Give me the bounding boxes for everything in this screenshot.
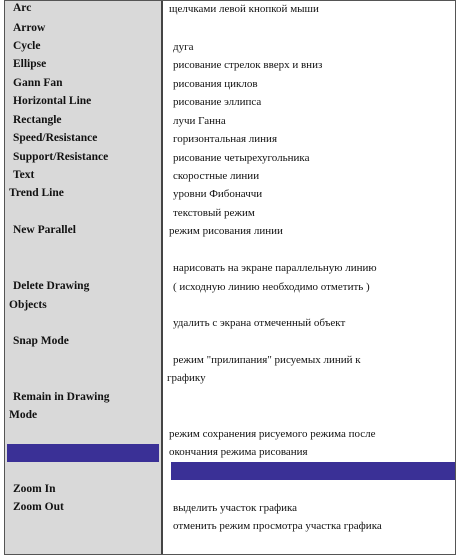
- desc-gann-fan: лучи Ганна: [173, 115, 226, 127]
- desc-delete-object: удалить с экрана отмеченный объект: [173, 317, 346, 329]
- item-arc: Arc: [13, 2, 32, 14]
- desc-zoom-out: отменить режим просмотра участка графика: [173, 520, 382, 532]
- desc-ellipse: рисование эллипса: [173, 96, 262, 108]
- right-highlight-bar: [171, 462, 455, 480]
- item-horizontal-line: Horizontal Line: [13, 95, 92, 107]
- item-rectangle: Rectangle: [13, 114, 62, 126]
- desc-arrow: рисование стрелок вверх и вниз: [173, 59, 323, 71]
- desc-snap-mode: режим "прилипания" рисуемых линий к: [173, 354, 361, 366]
- right-column: [163, 1, 455, 554]
- item-gann-fan: Gann Fan: [13, 77, 63, 89]
- item-text: Text: [13, 169, 35, 181]
- desc-parallel-line: нарисовать на экране параллельную линию: [173, 262, 377, 274]
- desc-speed-lines: скоростные линии: [173, 170, 260, 182]
- desc-zoom-in: выделить участок графика: [173, 502, 298, 514]
- desc-parallel-note: ( исходную линию необходимо отметить ): [173, 281, 370, 293]
- item-objects: Objects: [9, 299, 47, 311]
- item-cycle: Cycle: [13, 40, 41, 52]
- desc-text-mode: текстовый режим: [173, 207, 255, 219]
- item-zoom-out: Zoom Out: [13, 501, 64, 513]
- item-support-resistance: Support/Resistance: [13, 151, 109, 163]
- item-new-parallel: New Parallel: [13, 224, 76, 236]
- desc-line-mode: режим рисования линии: [169, 225, 283, 237]
- left-highlight-bar: [7, 444, 159, 462]
- desc-horizontal-line: горизонтальная линия: [173, 133, 278, 145]
- desc-snap-mode-cont: графику: [167, 372, 206, 384]
- item-ellipse: Ellipse: [13, 58, 47, 70]
- desc-fibonacci: уровни Фибоначчи: [173, 188, 263, 200]
- desc-arc: дуга: [173, 41, 194, 53]
- desc-rectangle: рисование четырехугольника: [173, 152, 310, 164]
- desc-mouse-click: щелчками левой кнопкой мыши: [169, 3, 319, 15]
- item-arrow: Arrow: [13, 22, 46, 34]
- item-snap-mode: Snap Mode: [13, 335, 69, 347]
- item-speed-resistance: Speed/Resistance: [13, 132, 98, 144]
- desc-remain-mode: режим сохранения рисуемого режима после: [169, 428, 376, 440]
- item-zoom-in: Zoom In: [13, 483, 56, 495]
- desc-remain-mode-cont: окончания режима рисования: [169, 446, 308, 458]
- item-mode: Mode: [9, 409, 38, 421]
- item-remain-in-drawing: Remain in Drawing: [13, 391, 110, 403]
- item-trend-line: Trend Line: [9, 187, 64, 199]
- table-frame: [4, 0, 456, 555]
- left-column: [5, 1, 163, 554]
- item-delete-drawing: Delete Drawing: [13, 280, 90, 292]
- desc-cycle: рисования циклов: [173, 78, 258, 90]
